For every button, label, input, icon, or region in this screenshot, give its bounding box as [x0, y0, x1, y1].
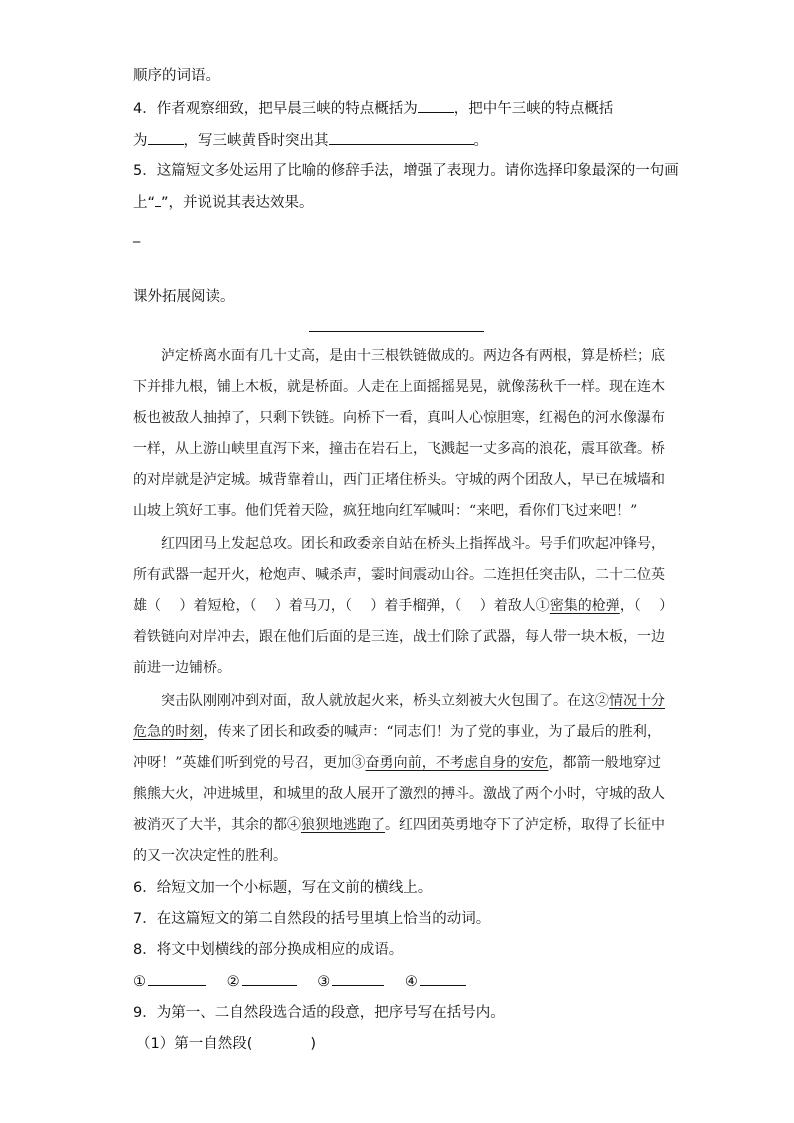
- question-5-line1: 5．这篇短文多处运用了比喻的修辞手法，增强了表现力。请你选择印象最深的一句画: [133, 163, 679, 179]
- passage-line: 下并排九根，铺上木板，就是桥面。人走在上面摇摇晃晃，就像荡秋千一样。现在连木: [133, 379, 665, 395]
- answer-3: [317, 971, 384, 992]
- passage-line: 山坡上筑好工事。他们凭着天险，疯狂地向红军喊叫：“来吧，看你们飞过来吧！”: [133, 503, 638, 519]
- passage-line: 所有武器一起开火，枪炮声、喊杀声，霎时间震动山谷。二连担任突击队，二十二位英: [133, 567, 665, 583]
- passage-line: 的对岸就是泸定城。城背靠着山，西门正堵住桥头。守城的两个团敌人，早已在城墙和: [133, 472, 665, 488]
- question-4-line2: [133, 130, 488, 151]
- question-5-line2: [133, 192, 314, 213]
- passage-line: 着铁链向对岸冲去，跟在他们后面的是三连，战士们除了武器，每人带一块木板，一边: [133, 629, 665, 645]
- passage-line: [133, 591, 674, 622]
- underlined-phrase-4: 狼狈地逃跑了: [301, 817, 385, 833]
- passage-text: ，（ ）: [619, 598, 674, 614]
- answer-number: ②: [226, 974, 240, 990]
- answer-blank[interactable]: [242, 971, 297, 986]
- q4-text-e: 。: [473, 133, 488, 149]
- answer-blank[interactable]: [332, 971, 384, 986]
- answer-dash: _: [133, 227, 141, 243]
- answer-number: ④: [404, 974, 418, 990]
- answer-blank[interactable]: [420, 971, 466, 986]
- q4-text-b: ，把中午三峡的特点概括: [453, 101, 614, 117]
- passage-text: 。红四团英勇地夺下了泸定桥，取得了长征中: [385, 817, 665, 833]
- text-line: 顺序的词语。: [133, 68, 220, 84]
- passage-text: 被消灭了大半，其余的都④: [133, 817, 301, 833]
- answer-blank[interactable]: [148, 130, 184, 145]
- answer-number: ③: [317, 974, 331, 990]
- q9-1-label: （1）第一自然段(: [136, 1036, 253, 1052]
- underlined-phrase-1: 密集的枪弹: [549, 598, 620, 614]
- passage-line: 的又一次决定性的胜利。: [133, 848, 287, 864]
- answer-1: [133, 971, 206, 992]
- q4-text-c: 为: [133, 133, 148, 149]
- question-4-line1: [133, 98, 613, 119]
- q4-text-d: ，写三峡黄昏时突出其: [183, 133, 329, 149]
- question-7: 7．在这篇短文的第二自然段的括号里填上恰当的动词。: [133, 911, 491, 927]
- answer-2: [227, 971, 297, 992]
- q9-1-close: ): [310, 1036, 317, 1052]
- answer-blank[interactable]: [329, 130, 474, 145]
- q5-text-c: ”，并说说其表达效果。: [161, 195, 314, 211]
- passage-line: 一样，从上游山峡里直泻下来，撞击在岩石上，飞溅起一丈多高的浪花，震耳欲聋。桥: [133, 441, 665, 457]
- underlined-phrase-2-cont: 危急的时刻: [133, 724, 204, 740]
- question-6: 6．给短文加一个小标题，写在文前的横线上。: [133, 880, 433, 896]
- passage-line: 红四团马上发起总攻。团长和政委亲自站在桥头上指挥战斗。号手们吹起冲锋号，: [161, 536, 665, 552]
- passage-line: [133, 810, 665, 841]
- title-blank-line[interactable]: [309, 331, 484, 332]
- answer-row: [133, 971, 482, 992]
- passage-text: 冲呀！”英雄们听到党的号召，更加③: [133, 755, 366, 771]
- passage-text: 突击队刚刚冲到对面，敌人就放起火来，桥头立刻被大火包围了。在这②: [161, 693, 609, 709]
- passage-line: [161, 686, 665, 717]
- answer-blank[interactable]: [418, 98, 454, 113]
- passage-text: 雄（ ）着短枪，（ ）着马刀，（ ）着手榴弹，（ ）着敌人①: [133, 598, 550, 614]
- reading-passage: [133, 341, 674, 877]
- q5-text-b: 上“: [133, 195, 156, 211]
- question-9: 9．为第一、二自然段选合适的段意，把序号写在括号内。: [133, 1005, 505, 1021]
- passage-line: 前进一边铺桥。: [133, 660, 231, 676]
- underlined-phrase-3: 奋勇向前，不考虑自身的安危: [365, 755, 549, 771]
- passage-text: ，传来了团长和政委的喊声：“同志们！为了党的事业，为了最后的胜利，: [203, 724, 662, 740]
- passage-line: 熊熊大火，冲进城里，和城里的敌人展开了激烈的搏斗。激战了两个小时，守城的敌人: [133, 786, 665, 802]
- passage-line: [133, 717, 661, 748]
- answer-number: ①: [133, 974, 146, 990]
- question-8: 8．将文中划横线的部分换成相应的成语。: [133, 942, 404, 958]
- underlined-phrase-2: 情况十分: [609, 693, 665, 709]
- passage-text: ，都箭一般地穿过: [548, 755, 662, 771]
- q4-text-a: 4．作者观察细致，把早晨三峡的特点概括为: [133, 101, 418, 117]
- answer-blank[interactable]: [148, 971, 206, 986]
- section-heading: 课外拓展阅读。: [133, 289, 235, 305]
- passage-line: [133, 748, 661, 779]
- answer-4: [405, 971, 466, 992]
- question-9-part-1: [136, 1034, 316, 1054]
- passage-line: 板也被敌人抽掉了，只剩下铁链。向桥下一看，真叫人心惊胆寒，红褐色的河水像瀑布: [133, 410, 665, 426]
- passage-line: 泸定桥离水面有几十丈高，是由十三根铁链做成的。两边各有两根，算是桥栏；底: [161, 348, 665, 364]
